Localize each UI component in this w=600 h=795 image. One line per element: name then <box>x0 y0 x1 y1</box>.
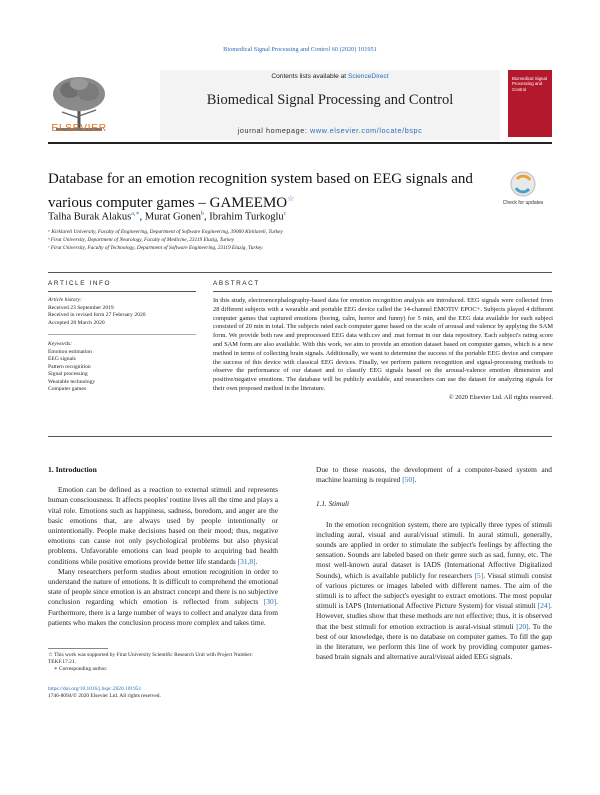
keyword-item: Emotion estimation <box>48 349 92 355</box>
author-name: Ibrahim Turkoglu <box>209 211 284 223</box>
keywords-label: Keywords: <box>48 341 73 347</box>
section-rule <box>213 291 552 292</box>
doi-block <box>48 686 278 700</box>
article-info-heading: ARTICLE INFO <box>48 280 112 287</box>
author-affil-mark[interactable]: c <box>283 211 287 217</box>
paper-title <box>48 170 478 213</box>
journal-homepage <box>160 126 500 135</box>
keyword-item: Wearable technology <box>48 378 96 385</box>
affiliation: ᶜ Firat University, Faculty of Technology, Department of Software Engineering, 23119 Elazig, Turkey <box>48 245 263 251</box>
keyword-item: Pattern recognition <box>48 363 91 370</box>
citation-link[interactable]: [5] <box>474 570 484 580</box>
paragraph-text: . However, studies show that these methods are not effective; thus, it is observed that the best stimuli for emotion extraction is aural-visual stimuli <box>316 601 552 631</box>
paragraph <box>48 567 278 628</box>
corresponding-footnote: ∗ Corresponding author. <box>54 666 108 673</box>
paragraph: Due to these reasons, the development of a computer-based system and machine learning is required [50]. <box>316 465 552 485</box>
citation-link[interactable]: [30] <box>263 597 277 607</box>
paragraph-text: . Visual stimuli consist of various pictures or images labeled with different names. The aim of the stimuli is to affect the subject's eyesight to extract emotions. The most popular stimuli is IAPS (International Affective Picture System) for visual stimuli <box>316 570 553 611</box>
homepage-link[interactable]: www.elsevier.com/locate/bspc <box>310 126 423 135</box>
footnote-rule <box>48 648 108 649</box>
paragraph-text: Many researchers perform studies about emotion recognition in order to understand the nature of emotions. It is difficult to comprehend the emotional state of people since emotion is an abstract concept and there is no subjective conclusion regarding which emotion is reflected from subjects <box>48 566 278 607</box>
section-heading: 1. Introduction <box>48 465 97 474</box>
paragraph <box>316 520 552 663</box>
subsection-heading: 1.1. Stimuli <box>316 500 349 509</box>
paragraph-text: . Furthermore, there is a large number of ways to collect and analyze data from patients who makes the conclusion process more complex and takes time. <box>48 597 278 627</box>
paper-title-text: Database for an emotion recognition system based on EEG signals and various computer games – GAMEEMO <box>48 171 473 211</box>
check-updates-label: Check for updates <box>502 200 544 206</box>
history-label: Article history: <box>48 297 83 303</box>
keywords-list <box>48 349 95 393</box>
abstract-copyright: © 2020 Elsevier Ltd. All rights reserved. <box>448 393 553 401</box>
author-name: Murat Gonen <box>144 211 202 223</box>
section-rule <box>48 272 552 273</box>
sciencedirect-link[interactable]: ScienceDirect <box>347 73 389 80</box>
funding-footnote: ☆ This work was supported by Firat University Scientific Research Unit with Project Number: TEKF.17.21. <box>48 652 253 666</box>
abstract-text: In this study, electroencephalography-based data for emotion recognition analysis are introduced. EEG signals were collected from 28 different subjects with a wearable and portable EEG device called the 14-channel EMOTIV EPOC+. Subjects played 4 different computer games that captured emotions (boring, calm, horror and funny) for 5 min, and the EEG data available for each subject consisted of 20 min in total. The subjects rated each computer game based on the scale of arousal and valence by applying the SAM form. We provide both raw and preprocessed EEG data with.csv and .mat format in our data repository. Each subject's rating score and SAM form are also available. With this work, we aim to provide an emotion dataset based on computer games, which is a new method in terms of collecting brain signals. Additionally, we want to determine the success of the portable EEG device and compare the success of this device with classical EEG devices. Finally, we perform pattern recognition and signal-processing methods to observe the performance of our dataset and to classify EEG signals based on the arousal-valence emotion dimension and positive/negative emotions. The database will be publicly available, and researchers can use the dataset for analyzing signals for their own proposed method in the literature. <box>213 297 553 392</box>
author-name: Talha Burak Alakus <box>48 211 132 223</box>
history-item: Received in revised form 27 February 2020 <box>48 312 146 319</box>
paragraph-text: In the emotion recognition system, there are typically three types of stimuli including aural, visual and aural/visual stimuli. In aural stimuli, generally, sounds are applied in order to stimulate the subject's feelings by affecting the sensation. Sounds are labeled based on their genre such as sad, funny, etc. The most well-known aural dataset is IADS (International Affective Digitalized Sounds), which is available publicly for researchers <box>316 519 552 580</box>
right-column <box>316 465 552 662</box>
affiliation: ᵇ Firat University, Department of Neurology, Faculty of Medicine, 23119 Elazig, Turkey <box>48 237 235 243</box>
publisher-name: ELSEVIER <box>51 122 107 134</box>
author-affil-mark[interactable]: b <box>201 211 205 217</box>
author-list: Talha Burak Alakus$^{a,∗}$, Murat Gonen$^b$, Ibrahim Turkoglu$^c$ <box>48 211 287 223</box>
header-rule <box>48 142 552 144</box>
keyword-item: Signal processing <box>48 371 88 378</box>
keyword-item: EEG signals <box>48 356 76 363</box>
paragraph-text: Due to these reasons, the development of a computer-based system and machine learning is required <box>316 465 552 485</box>
homepage-label: journal homepage: <box>237 126 308 135</box>
abstract-heading: ABSTRACT <box>213 280 260 287</box>
cover-title: Biomedical Signal Processing and Control <box>512 76 547 92</box>
paragraph-text: . To the best of our knowledge, there is no database on computer games. To fill the gap in the literature, we perform this line of work by providing computer games-based brain signals and alternative aural/visual aided EEG signals. <box>316 621 552 662</box>
citation-link[interactable]: [50] <box>402 475 415 485</box>
journal-reference[interactable]: Biomedical Signal Processing and Control 60 (2020) 101951 <box>223 46 377 53</box>
section-rule <box>48 436 552 437</box>
title-footnote-mark[interactable]: ☆ <box>287 194 295 203</box>
keyword-item: Computer games <box>48 386 87 393</box>
contents-line <box>160 73 500 80</box>
citation-link[interactable]: [31,8] <box>237 556 256 566</box>
history-item: Received 23 September 2019 <box>48 305 114 311</box>
abstract-body <box>213 297 553 403</box>
paragraph-text: Emotion can be defined as a reaction to external stimuli and represents human consciousness. It affects peoples' routine lives all the time and plays a vital role. Emotions such as happiness, sadness, boredom, and anger are the basic emotions that, are always used by people intentionally or unintentionally. People make decisions based on their mood; thus, negative emotions can cause not only psychological problems but also physical problems. Unfavorable emotions can lead people to acquiring bad health conditions while positive emotions provide better life standards <box>48 485 278 566</box>
issn-line: 1746-8094/© 2020 Elsevier Ltd. All rights reserved. <box>48 693 161 700</box>
history-list <box>48 305 146 327</box>
info-divider <box>48 334 196 335</box>
citation-link[interactable]: [20] <box>516 621 529 631</box>
contents-prefix: Contents lists available at <box>271 73 347 80</box>
paragraph: Emotion can be defined as a reaction to external stimuli and represents human consciousness. It affects peoples' routine lives all the time and plays a vital role. Emotions such as happiness, sadness, boredom, and anger are the basic emotions that, are always used by people intentionally or unintentionally. People make decisions based on their mood; thus, negative emotions can cause not only psychological problems but also physical problems. Unfavorable emotions can lead people to acquiring bad health conditions while positive emotions provide better life standards [31,8]. <box>48 485 278 566</box>
history-item: Accepted 28 March 2020 <box>48 319 105 326</box>
left-column <box>48 465 278 628</box>
affiliation: ᵃ Kirklareli University, Faculty of Engineering, Department of Software Engineering, 39060 Kirklareli, Turkey <box>48 229 283 235</box>
journal-title: Biomedical Signal Processing and Control <box>206 92 454 108</box>
footnotes <box>48 652 278 674</box>
author-affil-mark[interactable]: a,∗ <box>131 211 140 217</box>
doi-link[interactable]: https://doi.org/10.1016/j.bspc.2020.101951 <box>48 686 142 692</box>
section-rule <box>48 291 196 292</box>
citation-link[interactable]: [24] <box>537 601 551 611</box>
check-for-updates-icon[interactable] <box>502 170 544 210</box>
